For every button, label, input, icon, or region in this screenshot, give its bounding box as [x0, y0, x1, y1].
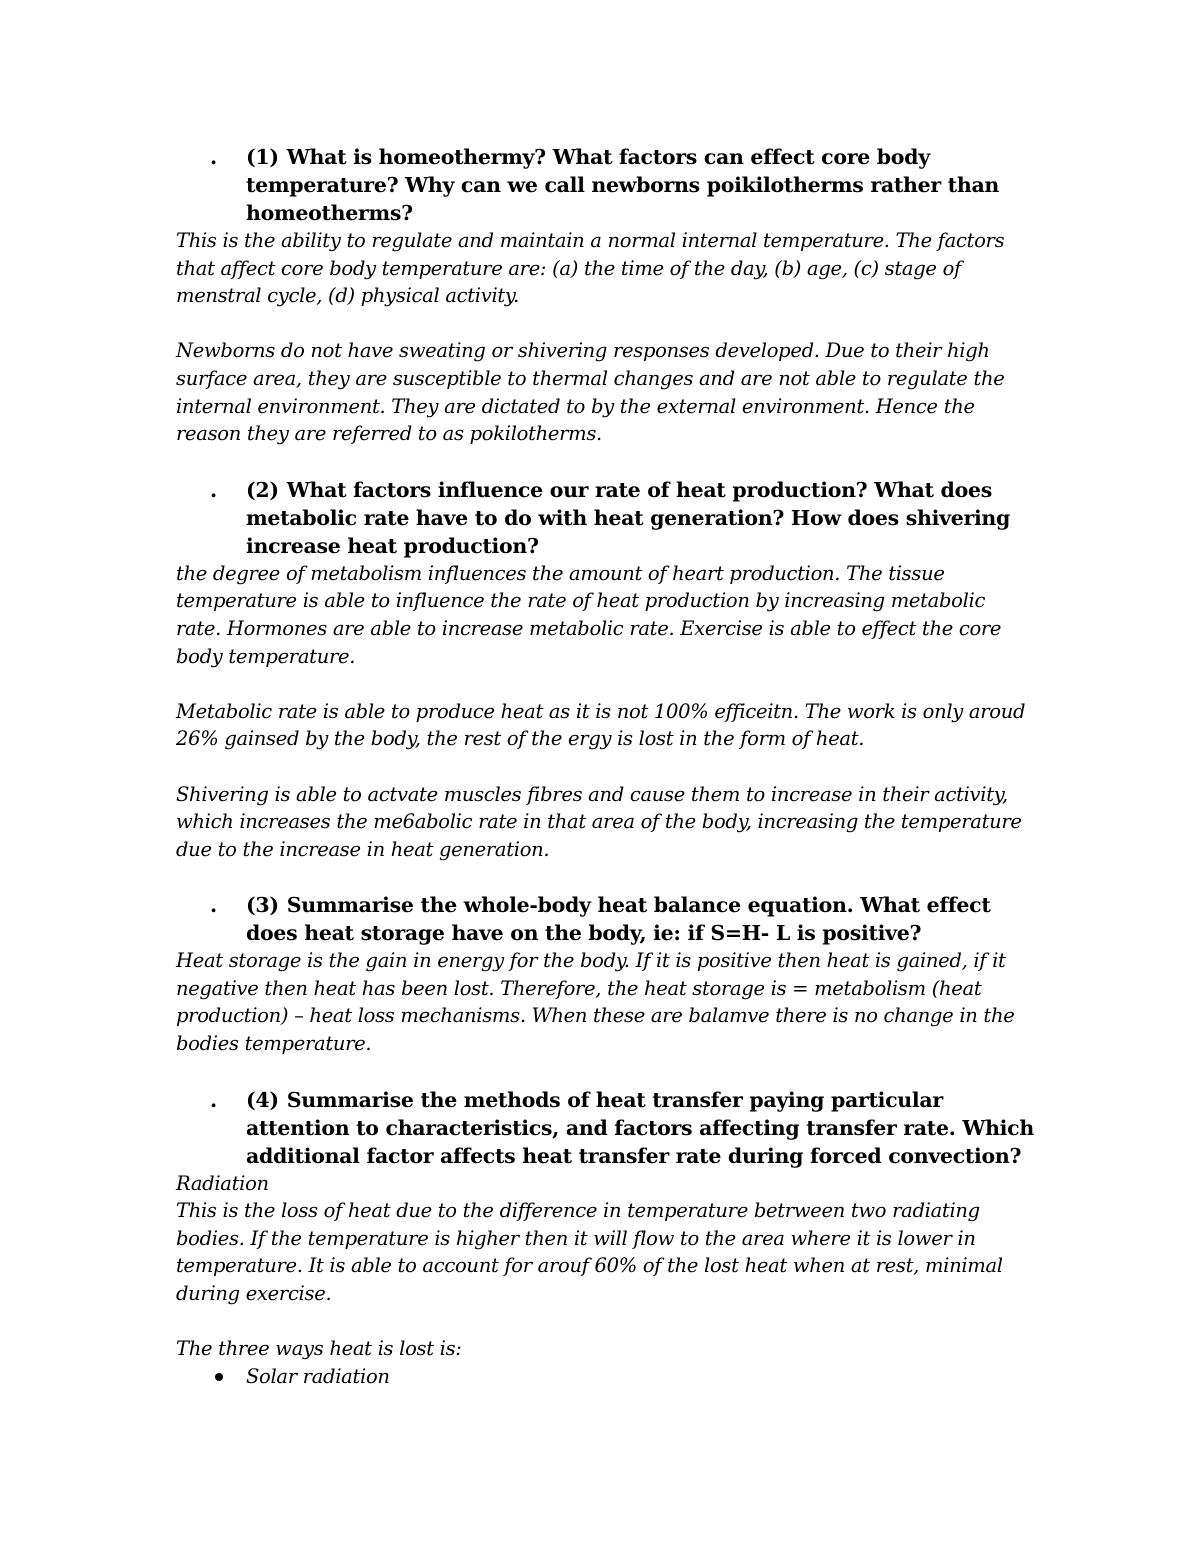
answer-paragraph: This is the ability to regulate and maintain a normal internal temperature. The factors that affect core body temperature are: (a) the time of the day, (b) age, (c) stage of menstral cycle, (d) physical activity. — [176, 229, 1005, 308]
list-marker: . — [210, 145, 217, 169]
list-marker: . — [210, 1087, 217, 1112]
question-text: What factors influence our rate of heat production? What does metabolic rate have to do with heat generation? How does shivering increase heat production? — [246, 477, 1011, 558]
question-text: What is homeothermy? What factors can effect core body temperature? Why can we call newborns poikilotherms rather than homeotherms? — [246, 145, 1000, 225]
list-item-text: Solar radiation — [246, 1364, 390, 1388]
answer-paragraph: Metabolic rate is able to produce heat as it is not 100% efficeitn. The work is only aroud 26% gainsed by the body, the rest of the ergy is lost in the form of heat. — [176, 699, 1026, 751]
question-text: Summarise the whole-body heat balance equation. What effect does heat storage have on the body, ie: if S=H- L is positive? — [246, 893, 991, 946]
list-marker: . — [210, 893, 217, 918]
list-marker: . — [210, 477, 217, 502]
question-number: (4) — [246, 1087, 279, 1112]
document-page — [176, 143, 1036, 1390]
question-1-heading — [176, 143, 1036, 227]
list-item — [176, 1363, 1036, 1391]
bullet-icon — [215, 1373, 223, 1381]
question-3-heading — [176, 891, 1036, 947]
question-4-heading — [176, 1086, 1036, 1170]
question-2-heading — [176, 476, 1036, 560]
answer-paragraph: Heat storage is the gain in energy for the body. If it is positive then heat is gained, if it negative then heat has been lost. Therefore, the heat storage is = metabolism (heat production) – heat loss mechanisms. When these are balamve there is no change in the bodies temperature. — [176, 949, 1015, 1056]
answer-paragraph: Shivering is able to actvate muscles fibres and cause them to increase in their activity, which increases the me6abolic rate in that area of the body, increasing the temperature due to the increase in heat generation. — [176, 782, 1022, 861]
question-number: (3) — [246, 893, 279, 918]
answer-paragraph: This is the loss of heat due to the difference in temperature betrween two radiating bodies. If the temperature is higher then it will flow to the area where it is lower in temperature. It is able to account for arouf 60% of the lost heat when at rest, minimal during exercise. — [176, 1199, 1003, 1306]
question-number: (1) — [246, 145, 279, 169]
question-number: (2) — [246, 477, 279, 502]
question-text: Summarise the methods of heat transfer paying particular attention to characteristics, and factors affecting transfer rate. Which additional factor affects heat transfer rate during forced convection? — [246, 1087, 1034, 1168]
answer-paragraph: Newborns do not have sweating or shivering responses developed. Due to their high surface area, they are susceptible to thermal changes and are not able to regulate the internal environment. They are dictated to by the external environment. Hence the reason they are referred to as pokilotherms. — [176, 339, 1005, 446]
list-intro: The three ways heat is lost is: — [176, 1337, 462, 1361]
answer-subheading: Radiation — [176, 1171, 269, 1195]
answer-paragraph: the degree of metabolism influences the amount of heart production. The tissue temperature is able to influence the rate of heat production by increasing metabolic rate. Hormones are able to increase metabolic rate. Exercise is able to effect the core body temperature. — [176, 561, 1002, 668]
